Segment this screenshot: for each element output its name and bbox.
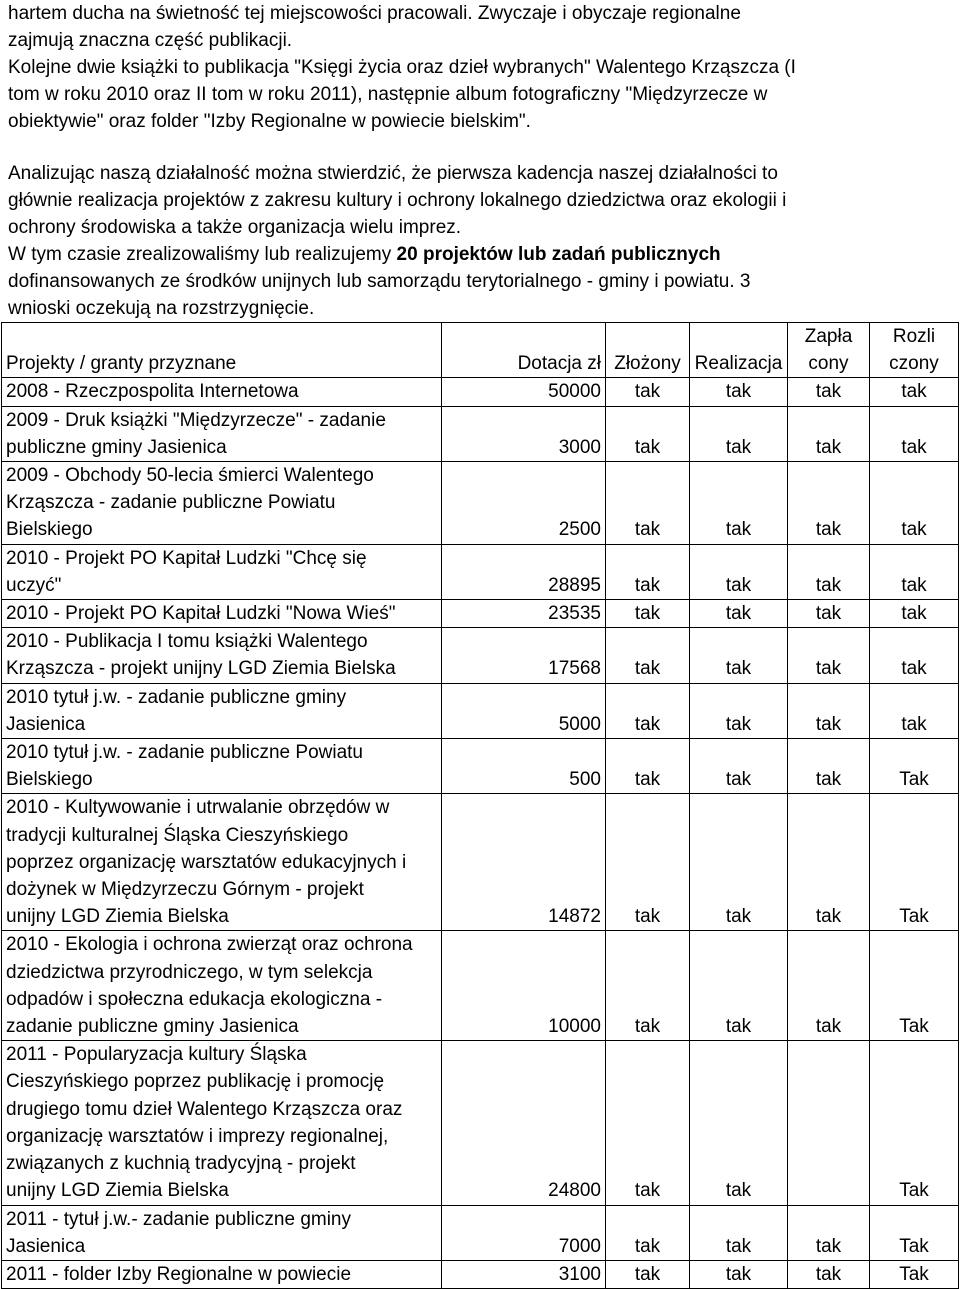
project-name-line: publiczne gminy Jasienica bbox=[6, 436, 227, 458]
submitted-cell: tak bbox=[606, 462, 690, 545]
project-name-line: 2011 - folder Izby Regionalne w powiecie bbox=[6, 1263, 352, 1285]
table-row bbox=[2, 739, 959, 794]
project-name-cell bbox=[2, 1041, 442, 1205]
summary-line: głównie realizacja projektów z zakresu kultury i ochrony lokalnego dziedzictwa oraz ekologii i bbox=[8, 190, 787, 211]
header-settled-line: czony bbox=[889, 353, 939, 375]
realization-cell: tak bbox=[690, 739, 788, 794]
project-name-line: 2010 - Projekt PO Kapitał Ludzki "Chcę się bbox=[6, 547, 367, 569]
settled-cell: tak bbox=[870, 378, 959, 406]
project-name-cell bbox=[2, 931, 442, 1041]
header-paid-line: Zapła bbox=[804, 326, 853, 347]
project-name-cell bbox=[2, 544, 442, 599]
summary-line: dofinansowanych ze środków unijnych lub samorządu terytorialnego - gminy i powiatu. 3 bbox=[8, 271, 751, 292]
realization-cell: tak bbox=[690, 378, 788, 406]
header-submitted: Złożony bbox=[606, 323, 690, 378]
grant-amount-cell: 24800 bbox=[442, 1041, 606, 1205]
grant-amount-cell: 17568 bbox=[442, 628, 606, 683]
header-realization: Realizacja bbox=[690, 323, 788, 378]
submitted-cell: tak bbox=[606, 683, 690, 738]
submitted-cell: tak bbox=[606, 794, 690, 931]
project-name-line: 2010 - Kultywowanie i utrwalanie obrzędów w bbox=[6, 797, 390, 819]
project-name-line: Cieszyńskiego poprzez publikację i promocję bbox=[6, 1071, 385, 1093]
project-name-line: Jasienica bbox=[6, 713, 86, 735]
submitted-cell: tak bbox=[606, 600, 690, 628]
grant-amount-cell: 500 bbox=[442, 739, 606, 794]
grant-amount-cell: 10000 bbox=[442, 931, 606, 1041]
table-row bbox=[2, 600, 959, 628]
paid-cell: tak bbox=[788, 544, 870, 599]
realization-cell: tak bbox=[690, 794, 788, 931]
project-name-cell bbox=[2, 462, 442, 545]
project-name-line: 2010 tytuł j.w. - zadanie publiczne gminy bbox=[6, 686, 347, 708]
paid-cell: tak bbox=[788, 628, 870, 683]
project-name-cell bbox=[2, 1260, 442, 1288]
submitted-cell: tak bbox=[606, 1260, 690, 1288]
paid-cell: tak bbox=[788, 1205, 870, 1260]
intro-line: hartem ducha na świetność tej miejscowości pracowali. Zwyczaje i obyczaje regionalne bbox=[8, 3, 741, 24]
table-row bbox=[2, 1260, 959, 1288]
project-name-line: 2009 - Obchody 50-lecia śmierci Walentego bbox=[6, 465, 374, 487]
project-name-line: Jasienica bbox=[6, 1235, 86, 1257]
grant-amount-cell: 28895 bbox=[442, 544, 606, 599]
header-paid-line: cony bbox=[808, 353, 849, 375]
settled-cell: tak bbox=[870, 600, 959, 628]
table-row bbox=[2, 462, 959, 545]
intro-line: obiektywie" oraz folder "Izby Regionalne w powiecie bielskim". bbox=[8, 111, 531, 132]
paid-cell: tak bbox=[788, 378, 870, 406]
grant-amount-cell: 23535 bbox=[442, 600, 606, 628]
project-name-line: organizację warsztatów i imprezy regionalnej, bbox=[6, 1125, 389, 1147]
project-name-line: zadanie publiczne gminy Jasienica bbox=[6, 1016, 299, 1038]
paid-cell: tak bbox=[788, 683, 870, 738]
realization-cell: tak bbox=[690, 683, 788, 738]
realization-cell: tak bbox=[690, 544, 788, 599]
table-row bbox=[2, 931, 959, 1041]
settled-cell: Tak bbox=[870, 739, 959, 794]
submitted-cell: tak bbox=[606, 628, 690, 683]
grant-amount-cell: 14872 bbox=[442, 794, 606, 931]
settled-cell: tak bbox=[870, 544, 959, 599]
paid-cell bbox=[788, 1041, 870, 1205]
settled-cell: tak bbox=[870, 628, 959, 683]
header-settled bbox=[870, 323, 959, 378]
realization-cell: tak bbox=[690, 628, 788, 683]
project-name-cell bbox=[2, 1205, 442, 1260]
settled-cell: Tak bbox=[870, 931, 959, 1041]
project-name-line: dziedzictwa przyrodniczego, w tym selekcja bbox=[6, 961, 373, 983]
settled-cell: Tak bbox=[870, 1041, 959, 1205]
project-name-cell bbox=[2, 406, 442, 461]
project-name-cell bbox=[2, 628, 442, 683]
grant-amount-cell: 2500 bbox=[442, 462, 606, 545]
header-grant: Dotacja zł bbox=[442, 323, 606, 378]
project-name-cell bbox=[2, 683, 442, 738]
paid-cell: tak bbox=[788, 406, 870, 461]
realization-cell: tak bbox=[690, 1041, 788, 1205]
table-row bbox=[2, 544, 959, 599]
projects-table bbox=[1, 322, 959, 1289]
intro-line: zajmują znaczna część publikacji. bbox=[8, 30, 293, 51]
paid-cell: tak bbox=[788, 739, 870, 794]
submitted-cell: tak bbox=[606, 406, 690, 461]
summary-highlight: 20 projektów lub zadań publicznych bbox=[396, 244, 721, 265]
summary-paragraph bbox=[8, 160, 952, 322]
table-row bbox=[2, 1205, 959, 1260]
submitted-cell: tak bbox=[606, 378, 690, 406]
summary-line: Analizując naszą działalność można stwierdzić, że pierwsza kadencja naszej działalności to bbox=[8, 163, 778, 184]
table-row bbox=[2, 1041, 959, 1205]
submitted-cell: tak bbox=[606, 1205, 690, 1260]
intro-paragraph bbox=[8, 0, 952, 135]
grant-amount-cell: 3000 bbox=[442, 406, 606, 461]
settled-cell: tak bbox=[870, 683, 959, 738]
project-name-line: tradycji kulturalnej Śląska Cieszyńskiego bbox=[6, 824, 349, 846]
grant-amount-cell: 50000 bbox=[442, 378, 606, 406]
settled-cell: Tak bbox=[870, 1260, 959, 1288]
grant-amount-cell: 3100 bbox=[442, 1260, 606, 1288]
project-name-line: Bielskiego bbox=[6, 769, 93, 791]
paid-cell: tak bbox=[788, 931, 870, 1041]
header-project: Projekty / granty przyznane bbox=[2, 323, 442, 378]
submitted-cell: tak bbox=[606, 544, 690, 599]
table-row bbox=[2, 378, 959, 406]
table-row bbox=[2, 628, 959, 683]
settled-cell: Tak bbox=[870, 794, 959, 931]
realization-cell: tak bbox=[690, 462, 788, 545]
header-paid bbox=[788, 323, 870, 378]
submitted-cell: tak bbox=[606, 739, 690, 794]
project-name-line: 2008 - Rzeczpospolita Internetowa bbox=[6, 381, 299, 403]
table-row bbox=[2, 406, 959, 461]
paid-cell: tak bbox=[788, 794, 870, 931]
table-header-row bbox=[2, 323, 959, 378]
summary-line bbox=[8, 241, 952, 268]
summary-text: W tym czasie zrealizowaliśmy lub realizujemy bbox=[8, 244, 397, 265]
project-name-cell bbox=[2, 794, 442, 931]
grant-amount-cell: 5000 bbox=[442, 683, 606, 738]
project-name-line: związanych z kuchnią tradycyjną - projekt bbox=[6, 1153, 356, 1175]
project-name-line: 2011 - Popularyzacja kultury Śląska bbox=[6, 1044, 307, 1066]
summary-line: wnioski oczekują na rozstrzygnięcie. bbox=[8, 298, 315, 319]
table-body bbox=[2, 378, 959, 1289]
project-name-line: drugiego tomu dzieł Walentego Krząszcza oraz bbox=[6, 1098, 403, 1120]
submitted-cell: tak bbox=[606, 1041, 690, 1205]
project-name-cell bbox=[2, 600, 442, 628]
intro-line: Kolejne dwie książki to publikacja "Księgi życia oraz dzieł wybranych" Walentego Krząszcza (I bbox=[8, 57, 796, 78]
project-name-line: Bielskiego bbox=[6, 519, 93, 541]
paid-cell: tak bbox=[788, 1260, 870, 1288]
table-row bbox=[2, 683, 959, 738]
submitted-cell: tak bbox=[606, 931, 690, 1041]
table-row bbox=[2, 794, 959, 931]
project-name-line: 2010 - Ekologia i ochrona zwierząt oraz ochrona bbox=[6, 934, 413, 956]
project-name-line: 2009 - Druk książki "Międzyrzecze" - zadanie bbox=[6, 409, 386, 431]
settled-cell: tak bbox=[870, 462, 959, 545]
project-name-line: uczyć" bbox=[6, 574, 62, 596]
header-settled-line: Rozli bbox=[892, 326, 936, 347]
paid-cell: tak bbox=[788, 600, 870, 628]
project-name-line: unijny LGD Ziemia Bielska bbox=[6, 1180, 229, 1202]
intro-line: tom w roku 2010 oraz II tom w roku 2011), następnie album fotograficzny "Międzyrzecze w bbox=[8, 84, 768, 105]
project-name-line: odpadów i społeczna edukacja ekologiczna - bbox=[6, 988, 383, 1010]
settled-cell: tak bbox=[870, 406, 959, 461]
realization-cell: tak bbox=[690, 1260, 788, 1288]
realization-cell: tak bbox=[690, 600, 788, 628]
project-name-cell bbox=[2, 739, 442, 794]
settled-cell: Tak bbox=[870, 1205, 959, 1260]
project-name-cell bbox=[2, 378, 442, 406]
project-name-line: dożynek w Międzyrzeczu Górnym - projekt bbox=[6, 879, 364, 901]
project-name-line: 2011 - tytuł j.w.- zadanie publiczne gminy bbox=[6, 1208, 351, 1230]
paid-cell: tak bbox=[788, 462, 870, 545]
project-name-line: 2010 tytuł j.w. - zadanie publiczne Powiatu bbox=[6, 742, 363, 764]
project-name-line: Krząszcza - projekt unijny LGD Ziemia Bielska bbox=[6, 658, 396, 680]
realization-cell: tak bbox=[690, 406, 788, 461]
project-name-line: Krząszcza - zadanie publiczne Powiatu bbox=[6, 492, 336, 514]
realization-cell: tak bbox=[690, 931, 788, 1041]
realization-cell: tak bbox=[690, 1205, 788, 1260]
project-name-line: unijny LGD Ziemia Bielska bbox=[6, 906, 229, 928]
grant-amount-cell: 7000 bbox=[442, 1205, 606, 1260]
project-name-line: poprzez organizację warsztatów edukacyjnych i bbox=[6, 851, 407, 873]
project-name-line: 2010 - Projekt PO Kapitał Ludzki "Nowa Wieś" bbox=[6, 603, 396, 625]
project-name-line: 2010 - Publikacja I tomu książki Walentego bbox=[6, 631, 368, 653]
summary-line: ochrony środowiska a także organizacja wielu imprez. bbox=[8, 217, 462, 238]
